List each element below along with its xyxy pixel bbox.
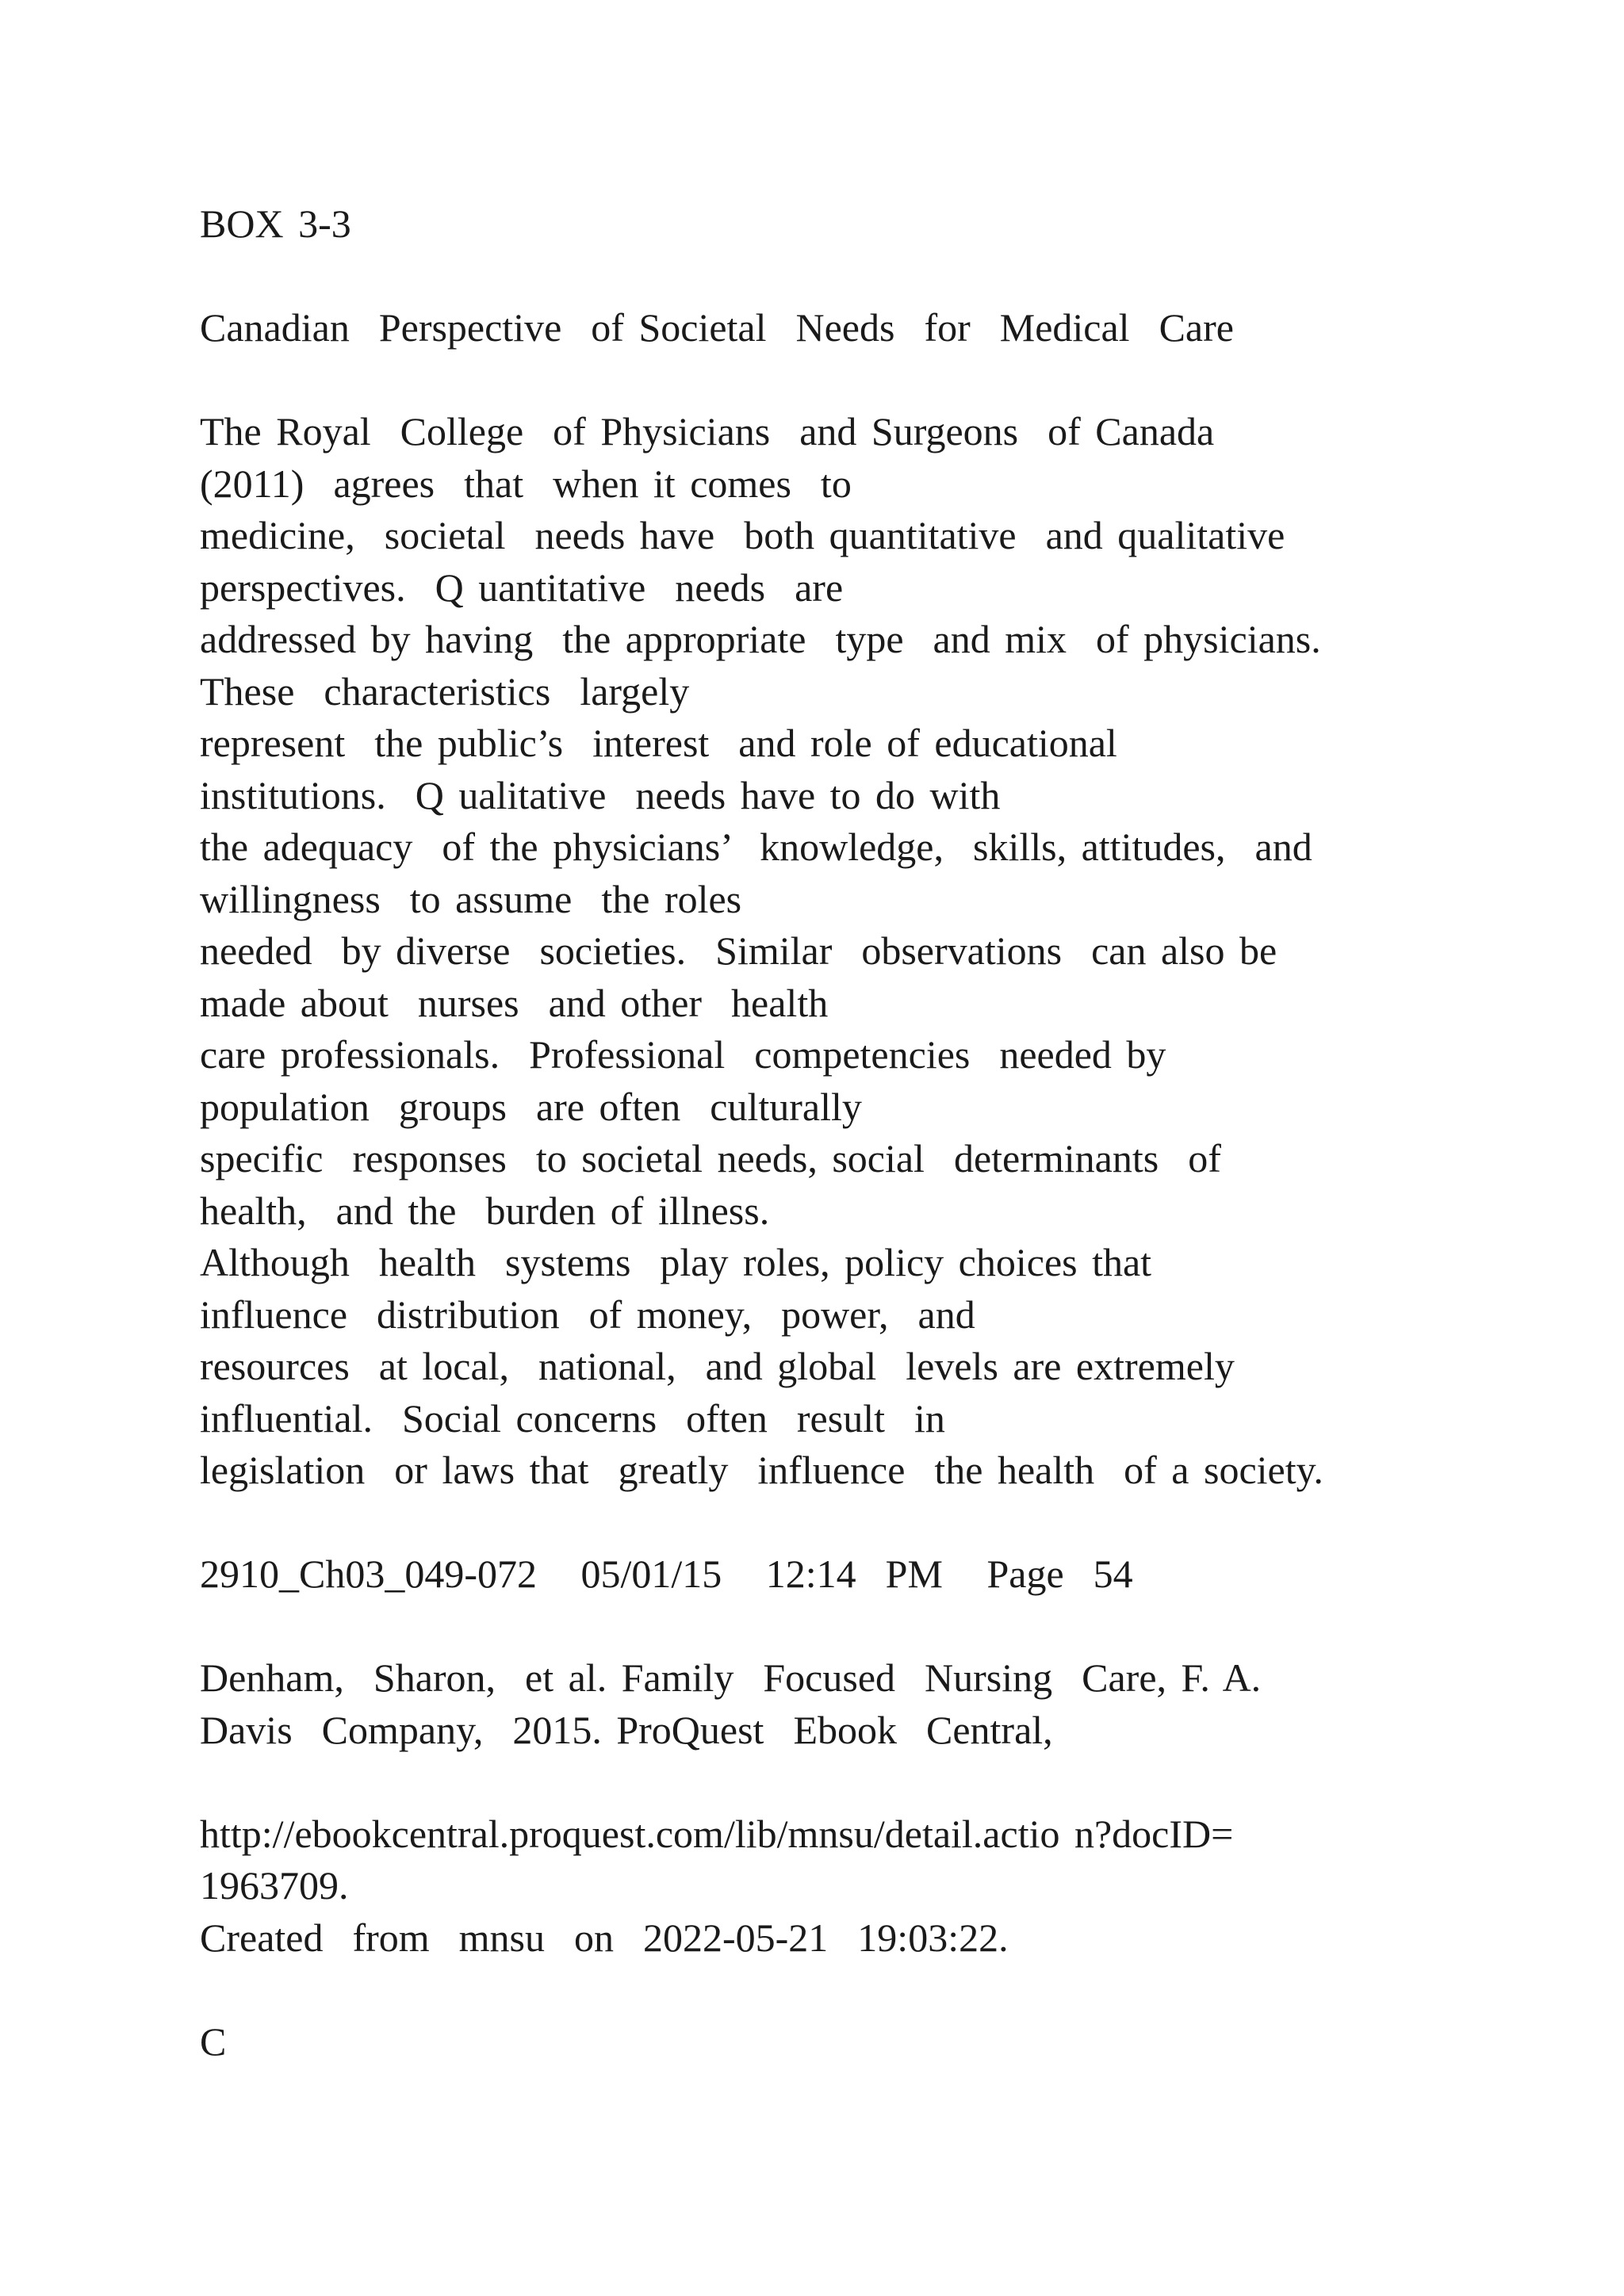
body-line: institutions. Q ualitative needs have to do with <box>200 772 1001 817</box>
citation-line: Denham, Sharon, et al. Family Focused Nursing Care, F. A. <box>200 1655 1262 1700</box>
created-line: Created from mnsu on 2022-05-21 19:03:22. <box>200 1915 1009 1960</box>
body-line: care professionals. Professional competencies needed by <box>200 1032 1166 1077</box>
spacer <box>200 354 1564 407</box>
body-line: medicine, societal needs have both quantitative and qualitative <box>200 513 1285 557</box>
body-line: resources at local, national, and global levels are extremely <box>200 1344 1235 1388</box>
page-stamp: 2910_Ch03_049-072 05/01/15 12:14 PM Page 54 <box>200 1552 1133 1596</box>
source-url <box>200 1808 1564 1912</box>
spacer <box>200 1497 1564 1549</box>
box-label: BOX 3-3 <box>200 201 351 246</box>
document-page <box>200 198 1564 2068</box>
body-line: health, and the burden of illness. <box>200 1188 770 1233</box>
body-line: The Royal College of Physicians and Surgeons of Canada <box>200 409 1215 453</box>
body-line: (2011) agrees that when it comes to <box>200 461 852 506</box>
box-title: Canadian Perspective of Societal Needs for Medical Care <box>200 305 1234 350</box>
body-line: needed by diverse societies. Similar observations can also be <box>200 928 1277 973</box>
body-line: influence distribution of money, power, and <box>200 1292 975 1337</box>
body-line: influential. Social concerns often result in <box>200 1395 945 1441</box>
spacer <box>200 251 1564 303</box>
body-line: willingness to assume the roles <box>200 876 742 921</box>
body-line: Although health systems play roles, policy choices that <box>200 1240 1152 1284</box>
spacer <box>200 1601 1564 1653</box>
url-line: http://ebookcentral.proquest.com/lib/mnsu/detail.actio n?docID= <box>200 1811 1234 1856</box>
trailing-letter: C <box>200 2019 227 2064</box>
body-line: legislation or laws that greatly influence the health of a society. <box>200 1448 1323 1492</box>
body-line: perspectives. Q uantitative needs are <box>200 564 844 610</box>
spacer <box>200 1964 1564 2016</box>
spacer <box>200 1756 1564 1808</box>
body-line: addressed by having the appropriate type and mix of physicians. <box>200 617 1321 661</box>
body-line: specific responses to societal needs, social determinants of <box>200 1136 1221 1181</box>
citation-line: Davis Company, 2015. ProQuest Ebook Central, <box>200 1707 1053 1752</box>
body-line: the adequacy of the physicians’ knowledge, skills, attitudes, and <box>200 825 1312 869</box>
body-line: These characteristics largely <box>200 668 690 714</box>
body-line: population groups are often culturally <box>200 1084 862 1129</box>
url-line: 1963709. <box>200 1863 349 1908</box>
body-line: made about nurses and other health <box>200 980 829 1025</box>
citation <box>200 1652 1564 1756</box>
body-text <box>200 406 1564 1497</box>
body-line: represent the public’s interest and role of educational <box>200 721 1117 765</box>
